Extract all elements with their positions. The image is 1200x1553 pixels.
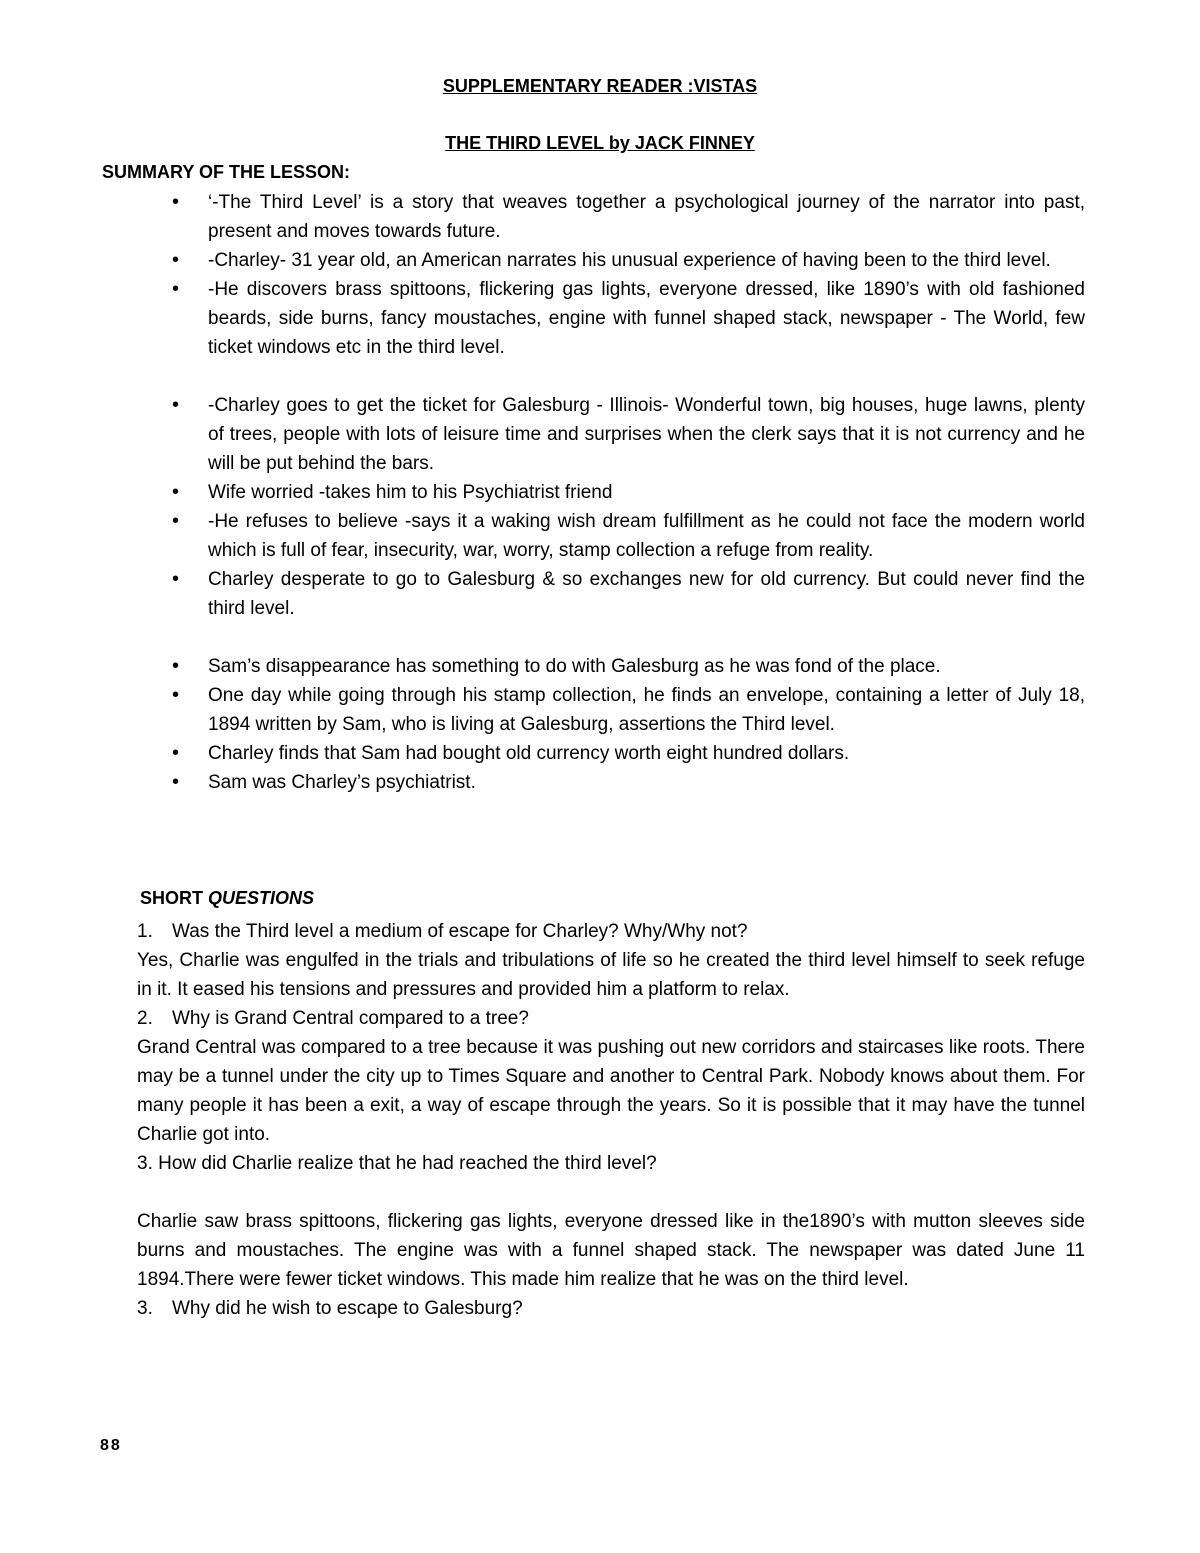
summary-item: • -He discovers brass spittoons, flickering gas lights, everyone dressed, like 1890’s with old fashioned beards, side burns, fancy moustaches, engine with funnel shaped stack, newspaper - The World, few ticket windows etc in the third level.: [172, 275, 1085, 362]
answer-1: Yes, Charlie was engulfed in the trials and tribulations of life so he created the third level himself to seek refuge in it. It eased his tensions and pressures and provided him a platform to relax.: [137, 950, 1085, 1000]
summary-item: • One day while going through his stamp collection, he finds an envelope, containing a letter of July 18, 1894 written by Sam, who is living at Galesburg, assertions the Third level.: [172, 681, 1085, 739]
question-text: Why did he wish to escape to Galesburg?: [172, 1298, 523, 1319]
question-3: 3. How did Charlie realize that he had reached the third level?: [137, 1153, 657, 1174]
short-questions-heading: [140, 888, 314, 909]
summary-list: [172, 188, 1085, 797]
question-number: 3.: [137, 1298, 153, 1319]
question-number: 2.: [137, 1008, 153, 1029]
question-4: [137, 1294, 1085, 1323]
page-number: 88: [100, 1437, 122, 1454]
summary-item: • ‘-The Third Level’ is a story that weaves together a psychological journey of the narrator into past, present and moves towards future.: [172, 188, 1085, 246]
answer-2: Grand Central was compared to a tree because it was pushing out new corridors and staircases like roots. There may be a tunnel under the city up to Times Square and another to Central Park. Nobody knows about them. For many people it has been a exit, a way of escape through the years. So it is possible that it may have the tunnel Charlie got into.: [137, 1037, 1085, 1145]
summary-item: • Charley desperate to go to Galesburg & so exchanges new for old currency. But could never find the third level.: [172, 565, 1085, 623]
summary-item: • Wife worried -takes him to his Psychiatrist friend: [172, 478, 1085, 507]
question-1: [137, 917, 1085, 946]
lesson-title: THE THIRD LEVEL by JACK FINNEY: [445, 133, 755, 153]
summary-item: • Sam was Charley’s psychiatrist.: [172, 768, 1085, 797]
summary-item: • -Charley goes to get the ticket for Galesburg - Illinois- Wonderful town, big houses, huge lawns, plenty of trees, people with lots of leisure time and surprises when the clerk says that it is not currency and he will be put behind the bars.: [172, 391, 1085, 478]
summary-heading: SUMMARY OF THE LESSON:: [102, 162, 351, 182]
short-questions-heading-plain: SHORT: [140, 888, 209, 908]
question-2: [137, 1004, 1085, 1033]
document-title: SUPPLEMENTARY READER :VISTAS: [442, 76, 758, 96]
question-text: Was the Third level a medium of escape for Charley? Why/Why not?: [172, 921, 748, 942]
question-text: Why is Grand Central compared to a tree?: [172, 1008, 529, 1029]
question-number: 1.: [137, 921, 153, 942]
summary-item: • -He refuses to believe -says it a waking wish dream fulfillment as he could not face the modern world which is full of fear, insecurity, war, worry, stamp collection a refuge from reality.: [172, 507, 1085, 565]
answer-3: Charlie saw brass spittoons, flickering gas lights, everyone dressed like in the1890’s with mutton sleeves side burns and moustaches. The engine was with a funnel shaped stack. The newspaper was dated June 11 1894.There were fewer ticket windows. This made him realize that he was on the third level.: [137, 1211, 1085, 1290]
summary-item: • Sam’s disappearance has something to do with Galesburg as he was fond of the place.: [172, 652, 1085, 681]
summary-item: • Charley finds that Sam had bought old currency worth eight hundred dollars.: [172, 739, 1085, 768]
short-questions-heading-italic: QUESTIONS: [208, 888, 315, 908]
questions-answers: [137, 917, 1085, 1323]
summary-item: • -Charley- 31 year old, an American narrates his unusual experience of having been to the third level.: [172, 246, 1085, 275]
